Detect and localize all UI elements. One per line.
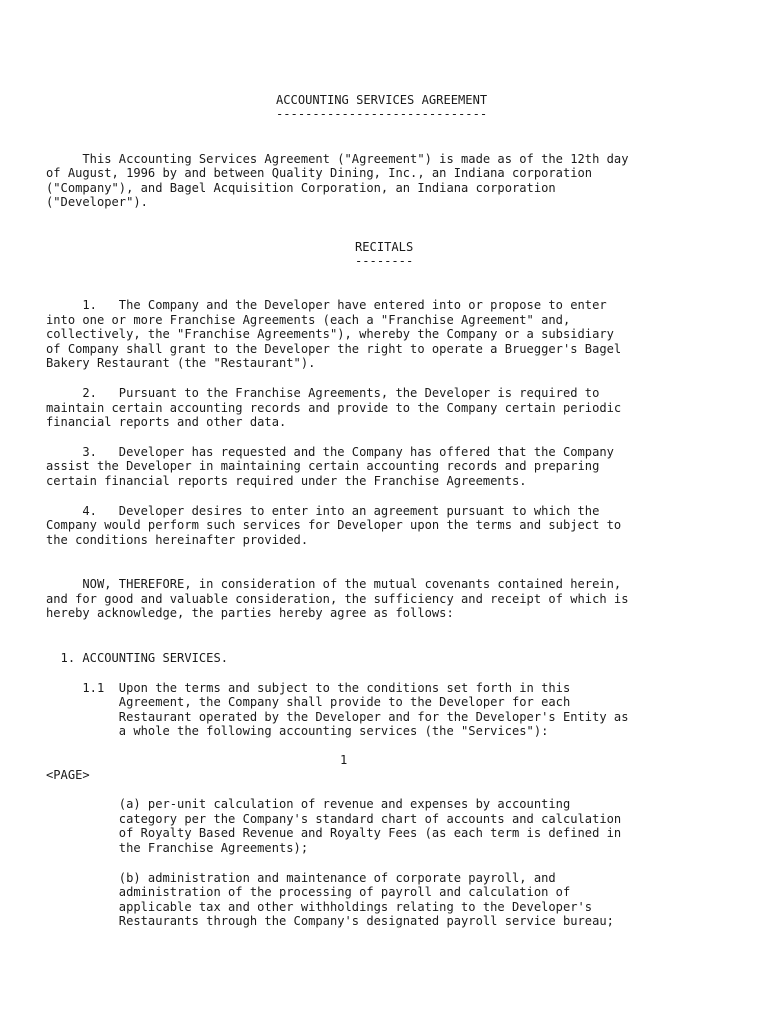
paragraph-line: of Royalty Based Revenue and Royalty Fees (as each term is defined in	[46, 826, 622, 840]
paragraph-line: of August, 1996 by and between Quality Dining, Inc., an Indiana corporation	[46, 166, 593, 180]
paragraph-line: Agreement, the Company shall provide to the Developer for each	[46, 695, 571, 709]
paragraph-line: 1.1 Upon the terms and subject to the conditions set forth in this	[46, 681, 571, 695]
paragraph-line: of Company shall grant to the Developer the right to operate a Bruegger's Bagel	[46, 342, 622, 356]
paragraph-line: (a) per-unit calculation of revenue and expenses by accounting	[46, 797, 571, 811]
paragraph-line: ("Developer").	[46, 195, 148, 209]
paragraph-line: collectively, the "Franchise Agreements"), whereby the Company or a subsidiary	[46, 327, 614, 341]
paragraph-line: 3. Developer has requested and the Company has offered that the Company	[46, 445, 614, 459]
paragraph-line: 1. The Company and the Developer have entered into or propose to enter	[46, 298, 607, 312]
paragraph-line: into one or more Franchise Agreements (each a "Franchise Agreement" and,	[46, 313, 571, 327]
paragraph-line: the Franchise Agreements);	[46, 841, 309, 855]
paragraph-line: certain financial reports required under the Franchise Agreements.	[46, 474, 527, 488]
paragraph-line: 2. Pursuant to the Franchise Agreements, the Developer is required to	[46, 386, 600, 400]
document-title-rule: -----------------------------	[276, 107, 488, 121]
paragraph-line: ("Company"), and Bagel Acquisition Corporation, an Indiana corporation	[46, 181, 556, 195]
document-title: ACCOUNTING SERVICES AGREEMENT	[276, 93, 488, 107]
recitals-heading-rule: --------	[355, 254, 414, 268]
page-marker: <PAGE>	[46, 768, 90, 782]
paragraph-line: and for good and valuable consideration, the sufficiency and receipt of which is	[46, 592, 629, 606]
paragraph-line: financial reports and other data.	[46, 415, 287, 429]
section-1-heading: 1. ACCOUNTING SERVICES.	[46, 651, 229, 665]
paragraph-line: category per the Company's standard chart of accounts and calculation	[46, 812, 622, 826]
paragraph-line: assist the Developer in maintaining certain accounting records and preparing	[46, 459, 600, 473]
paragraph-line: 4. Developer desires to enter into an agreement pursuant to which the	[46, 504, 600, 518]
recitals-heading: RECITALS	[355, 240, 414, 254]
paragraph-line: (b) administration and maintenance of corporate payroll, and	[46, 871, 556, 885]
page-number: 1	[340, 753, 348, 767]
paragraph-line: hereby acknowledge, the parties hereby agree as follows:	[46, 606, 454, 620]
paragraph-line: maintain certain accounting records and provide to the Company certain periodic	[46, 401, 622, 415]
paragraph-line: Restaurants through the Company's designated payroll service bureau;	[46, 914, 614, 928]
paragraph-line: NOW, THEREFORE, in consideration of the mutual covenants contained herein,	[46, 577, 622, 591]
paragraph-line: Company would perform such services for Developer upon the terms and subject to	[46, 518, 622, 532]
paragraph-line: This Accounting Services Agreement ("Agreement") is made as of the 12th day	[46, 152, 629, 166]
paragraph-line: a whole the following accounting services (the "Services"):	[46, 724, 549, 738]
paragraph-line: the conditions hereinafter provided.	[46, 533, 309, 547]
paragraph-line: administration of the processing of payroll and calculation of	[46, 885, 571, 899]
paragraph-line: Restaurant operated by the Developer and for the Developer's Entity as	[46, 710, 629, 724]
paragraph-line: Bakery Restaurant (the "Restaurant").	[46, 356, 316, 370]
paragraph-line: applicable tax and other withholdings relating to the Developer's	[46, 900, 593, 914]
